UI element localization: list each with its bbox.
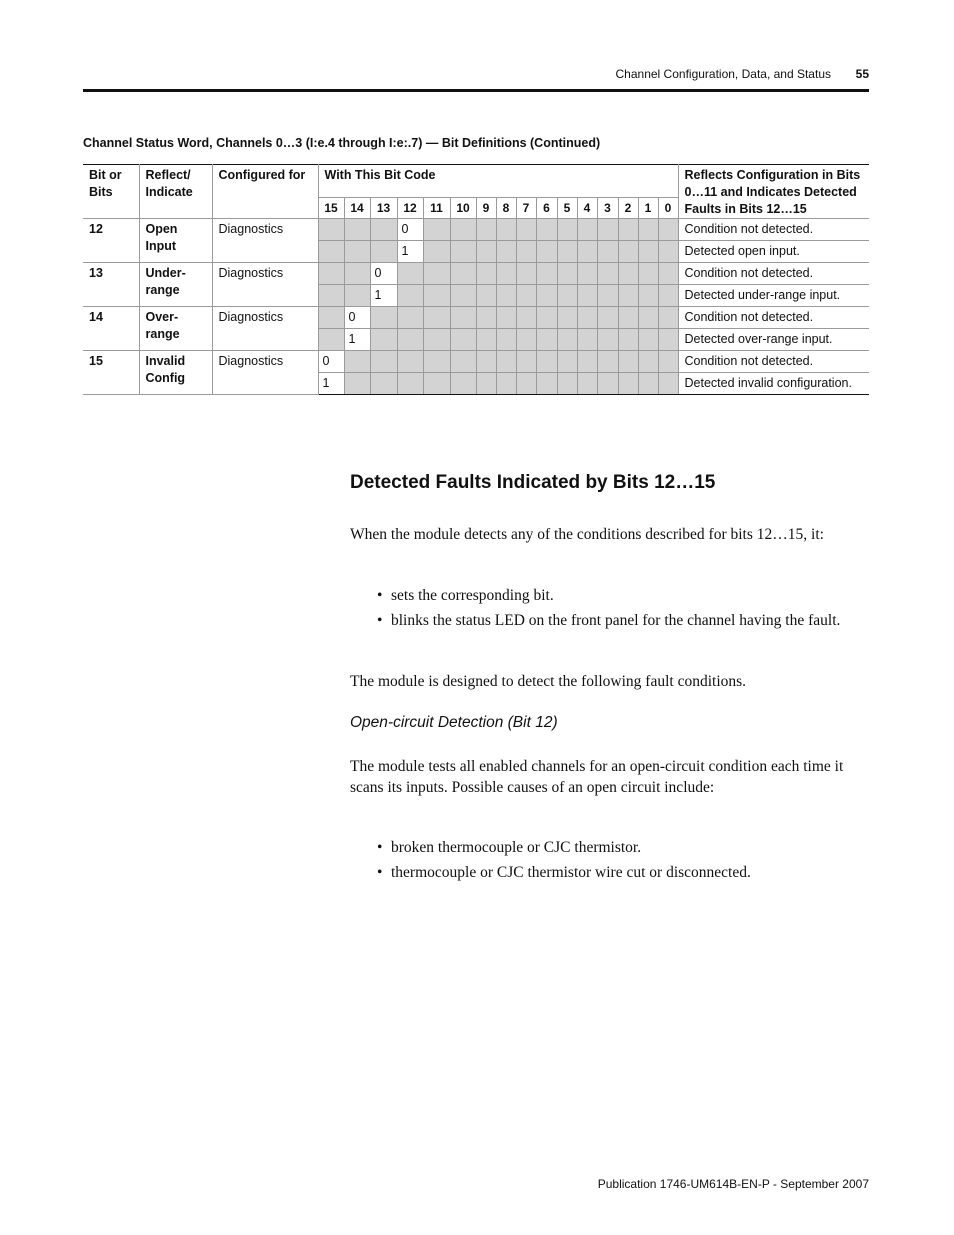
unused-bit-cell (597, 373, 618, 395)
unused-bit-cell (618, 285, 638, 307)
unused-bit-cell (557, 373, 577, 395)
bit-value-cell: 1 (344, 329, 370, 351)
unused-bit-cell (496, 351, 516, 373)
bit-value-cell: 1 (397, 241, 423, 263)
bit-number-cell: 13 (83, 263, 139, 307)
unused-bit-cell (397, 329, 423, 351)
unused-bit-cell (638, 351, 658, 373)
bit-value-cell: 1 (370, 285, 397, 307)
unused-bit-cell (423, 373, 450, 395)
unused-bit-cell (618, 219, 638, 241)
bit-number-cell: 12 (83, 219, 139, 263)
bullet-glyph: • (377, 864, 383, 881)
unused-bit-cell (557, 351, 577, 373)
unused-bit-cell (450, 241, 476, 263)
table-row (83, 307, 869, 329)
unused-bit-cell (597, 241, 618, 263)
unused-bit-cell (450, 219, 476, 241)
unused-bit-cell (577, 241, 597, 263)
unused-bit-cell (658, 307, 678, 329)
page-number: 55 (855, 67, 869, 81)
bit-column-header: 3 (597, 198, 618, 219)
unused-bit-cell (577, 263, 597, 285)
unused-bit-cell (450, 373, 476, 395)
unused-bit-cell (344, 351, 370, 373)
configured-for-cell: Diagnostics (212, 263, 318, 307)
unused-bit-cell (450, 307, 476, 329)
unused-bit-cell (597, 263, 618, 285)
unused-bit-cell (536, 351, 557, 373)
unused-bit-cell (344, 263, 370, 285)
bullet-item (377, 838, 867, 859)
bit-column-header: 14 (344, 198, 370, 219)
unused-bit-cell (536, 307, 557, 329)
unused-bit-cell (618, 373, 638, 395)
publication-footer: Publication 1746-UM614B-EN-P - September 2007 (597, 1177, 869, 1191)
unused-bit-cell (516, 241, 536, 263)
bit-number-cell: 15 (83, 351, 139, 395)
unused-bit-cell (658, 351, 678, 373)
unused-bit-cell (423, 351, 450, 373)
section-heading: Detected Faults Indicated by Bits 12…15 (350, 472, 716, 493)
unused-bit-cell (516, 329, 536, 351)
bullet-text: broken thermocouple or CJC thermistor. (391, 839, 642, 856)
unused-bit-cell (597, 329, 618, 351)
unused-bit-cell (370, 307, 397, 329)
configured-for-cell: Diagnostics (212, 307, 318, 351)
bit-column-header: 5 (557, 198, 577, 219)
unused-bit-cell (423, 263, 450, 285)
bit-column-header: 4 (577, 198, 597, 219)
unused-bit-cell (476, 373, 496, 395)
unused-bit-cell (557, 329, 577, 351)
unused-bit-cell (638, 307, 658, 329)
bullet-text: blinks the status LED on the front panel for the channel having the fault. (391, 612, 841, 629)
unused-bit-cell (618, 263, 638, 285)
unused-bit-cell (577, 351, 597, 373)
unused-bit-cell (344, 285, 370, 307)
bit-column-header: 9 (476, 198, 496, 219)
unused-bit-cell (496, 263, 516, 285)
unused-bit-cell (658, 241, 678, 263)
unused-bit-cell (476, 263, 496, 285)
unused-bit-cell (638, 241, 658, 263)
description-cell: Condition not detected. (678, 219, 869, 241)
unused-bit-cell (516, 263, 536, 285)
unused-bit-cell (618, 241, 638, 263)
unused-bit-cell (344, 219, 370, 241)
header-bit-code: With This Bit Code (318, 165, 678, 198)
unused-bit-cell (370, 329, 397, 351)
configured-for-cell: Diagnostics (212, 219, 318, 263)
unused-bit-cell (638, 329, 658, 351)
unused-bit-cell (577, 373, 597, 395)
unused-bit-cell (344, 373, 370, 395)
unused-bit-cell (450, 263, 476, 285)
unused-bit-cell (450, 329, 476, 351)
unused-bit-cell (516, 219, 536, 241)
unused-bit-cell (577, 285, 597, 307)
bit-column-header: 8 (496, 198, 516, 219)
table-row (83, 351, 869, 373)
unused-bit-cell (536, 263, 557, 285)
bullet-item (377, 586, 867, 607)
unused-bit-cell (577, 307, 597, 329)
unused-bit-cell (536, 329, 557, 351)
unused-bit-cell (597, 285, 618, 307)
unused-bit-cell (397, 351, 423, 373)
bullet-glyph: • (377, 612, 383, 629)
unused-bit-cell (597, 307, 618, 329)
unused-bit-cell (638, 219, 658, 241)
unused-bit-cell (496, 329, 516, 351)
header-reflect: Reflect/ Indicate (139, 165, 212, 219)
indicator-name-cell: Under-range (139, 263, 212, 307)
unused-bit-cell (423, 307, 450, 329)
unused-bit-cell (476, 351, 496, 373)
header-rule (83, 89, 869, 92)
subheading-open-circuit: Open-circuit Detection (Bit 12) (350, 714, 558, 731)
unused-bit-cell (557, 219, 577, 241)
unused-bit-cell (476, 329, 496, 351)
unused-bit-cell (397, 307, 423, 329)
unused-bit-cell (658, 329, 678, 351)
unused-bit-cell (536, 219, 557, 241)
fault-conditions-paragraph: The module is designed to detect the following fault conditions. (350, 673, 747, 690)
unused-bit-cell (370, 351, 397, 373)
bit-column-header: 15 (318, 198, 344, 219)
bit-value-cell: 0 (344, 307, 370, 329)
unused-bit-cell (638, 263, 658, 285)
table-caption: Channel Status Word, Channels 0…3 (I:e.4 through I:e:.7) — Bit Definitions (Continued) (83, 136, 601, 150)
table-row (83, 219, 869, 241)
unused-bit-cell (370, 219, 397, 241)
unused-bit-cell (557, 285, 577, 307)
unused-bit-cell (577, 219, 597, 241)
bit-value-cell: 0 (397, 219, 423, 241)
unused-bit-cell (476, 285, 496, 307)
unused-bit-cell (370, 373, 397, 395)
indicator-name-cell: Invalid Config (139, 351, 212, 395)
bullet-text: thermocouple or CJC thermistor wire cut or disconnected. (391, 864, 751, 881)
intro-paragraph: When the module detects any of the conditions described for bits 12…15, it: (350, 526, 824, 543)
description-cell: Detected open input. (678, 241, 869, 263)
bit-column-header: 0 (658, 198, 678, 219)
unused-bit-cell (318, 263, 344, 285)
bit-column-header: 12 (397, 198, 423, 219)
description-cell: Condition not detected. (678, 307, 869, 329)
description-cell: Condition not detected. (678, 263, 869, 285)
unused-bit-cell (318, 329, 344, 351)
bit-value-cell: 0 (318, 351, 344, 373)
bullet-item (377, 863, 867, 884)
bit-column-header: 13 (370, 198, 397, 219)
unused-bit-cell (318, 307, 344, 329)
bit-number-cell: 14 (83, 307, 139, 351)
bullet-glyph: • (377, 839, 383, 856)
unused-bit-cell (423, 329, 450, 351)
description-cell: Detected under-range input. (678, 285, 869, 307)
unused-bit-cell (658, 219, 678, 241)
unused-bit-cell (597, 219, 618, 241)
unused-bit-cell (344, 241, 370, 263)
unused-bit-cell (423, 219, 450, 241)
indicator-name-cell: Open Input (139, 219, 212, 263)
unused-bit-cell (536, 285, 557, 307)
bit-table-body (83, 219, 869, 395)
header-configured: Configured for (212, 165, 318, 219)
unused-bit-cell (318, 285, 344, 307)
unused-bit-cell (496, 307, 516, 329)
description-cell: Detected invalid configuration. (678, 373, 869, 395)
unused-bit-cell (370, 241, 397, 263)
unused-bit-cell (597, 351, 618, 373)
unused-bit-cell (557, 263, 577, 285)
unused-bit-cell (450, 351, 476, 373)
unused-bit-cell (476, 219, 496, 241)
table-row (83, 263, 869, 285)
unused-bit-cell (318, 219, 344, 241)
unused-bit-cell (516, 307, 536, 329)
unused-bit-cell (397, 285, 423, 307)
unused-bit-cell (516, 373, 536, 395)
unused-bit-cell (618, 329, 638, 351)
bit-column-header: 6 (536, 198, 557, 219)
bit-value-cell: 1 (318, 373, 344, 395)
bullet-glyph: • (377, 587, 383, 604)
unused-bit-cell (450, 285, 476, 307)
running-title: Channel Configuration, Data, and Status (615, 67, 831, 81)
description-cell: Condition not detected. (678, 351, 869, 373)
indicator-name-cell: Over-range (139, 307, 212, 351)
unused-bit-cell (618, 307, 638, 329)
unused-bit-cell (423, 285, 450, 307)
unused-bit-cell (496, 219, 516, 241)
unused-bit-cell (557, 241, 577, 263)
configured-for-cell: Diagnostics (212, 351, 318, 395)
bullet-text: sets the corresponding bit. (391, 587, 554, 604)
bit-column-header: 2 (618, 198, 638, 219)
unused-bit-cell (638, 373, 658, 395)
unused-bit-cell (577, 329, 597, 351)
bit-column-header: 1 (638, 198, 658, 219)
header-reflects-config: Reflects Configuration in Bits 0…11 and Indicates Detected Faults in Bits 12…15 (678, 165, 869, 219)
running-header (83, 64, 869, 84)
bit-definitions-table (83, 164, 869, 395)
unused-bit-cell (516, 285, 536, 307)
unused-bit-cell (658, 285, 678, 307)
unused-bit-cell (318, 241, 344, 263)
bit-column-header: 7 (516, 198, 536, 219)
bullet-item (377, 611, 867, 632)
unused-bit-cell (397, 373, 423, 395)
bit-column-header: 10 (450, 198, 476, 219)
unused-bit-cell (658, 373, 678, 395)
header-bits: Bit or Bits (83, 165, 139, 219)
open-circuit-paragraph: The module tests all enabled channels for an open-circuit condition each time it scans its inputs. Possible causes of an open circuit include: (350, 758, 844, 796)
unused-bit-cell (397, 263, 423, 285)
unused-bit-cell (496, 373, 516, 395)
unused-bit-cell (536, 373, 557, 395)
unused-bit-cell (658, 263, 678, 285)
unused-bit-cell (618, 351, 638, 373)
unused-bit-cell (557, 307, 577, 329)
bit-value-cell: 0 (370, 263, 397, 285)
description-cell: Detected over-range input. (678, 329, 869, 351)
unused-bit-cell (536, 241, 557, 263)
unused-bit-cell (516, 351, 536, 373)
unused-bit-cell (423, 241, 450, 263)
unused-bit-cell (476, 307, 496, 329)
unused-bit-cell (638, 285, 658, 307)
bit-column-header: 11 (423, 198, 450, 219)
unused-bit-cell (496, 285, 516, 307)
unused-bit-cell (496, 241, 516, 263)
unused-bit-cell (476, 241, 496, 263)
